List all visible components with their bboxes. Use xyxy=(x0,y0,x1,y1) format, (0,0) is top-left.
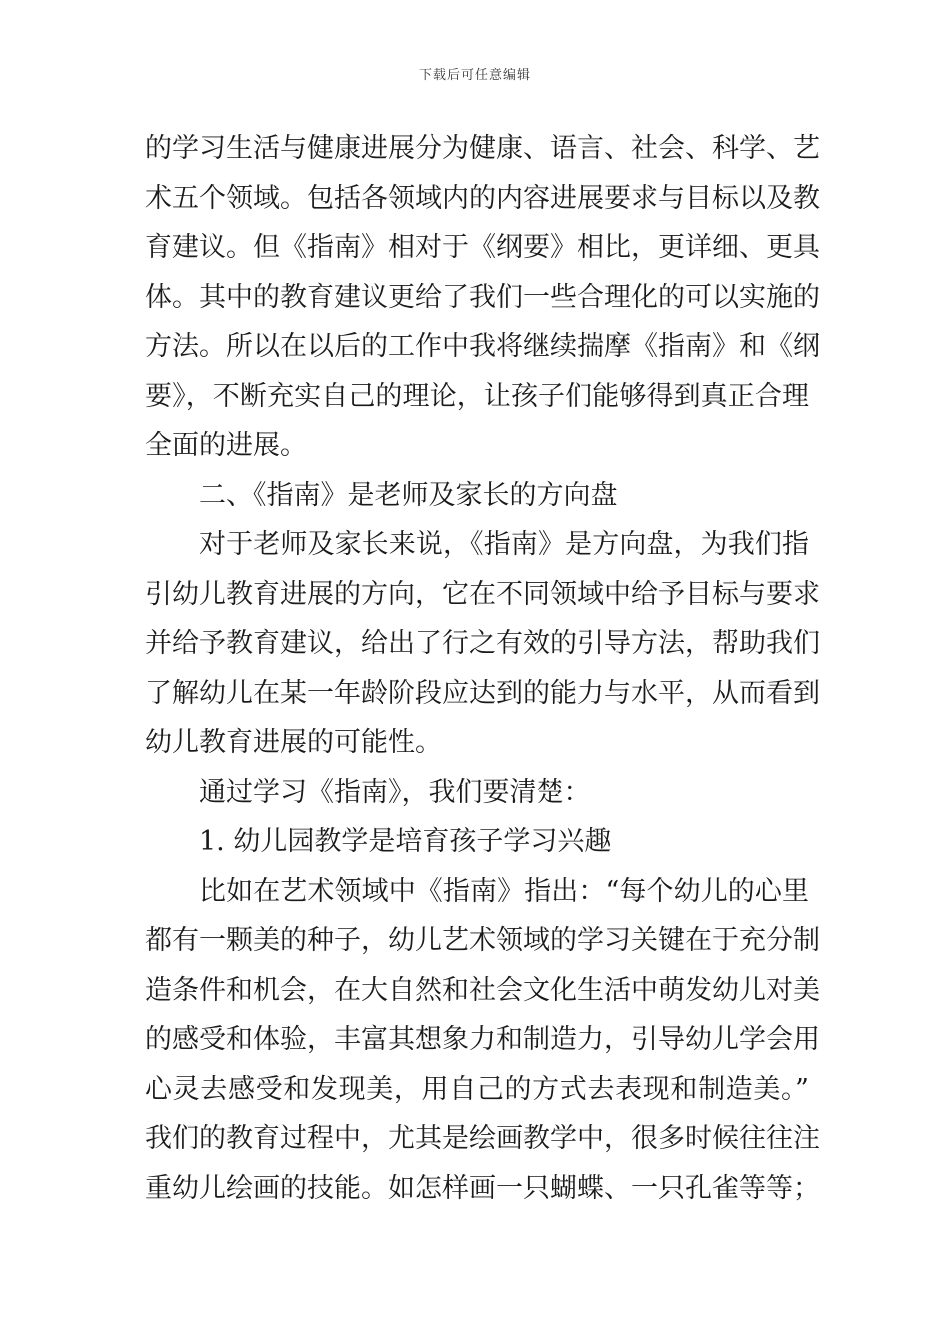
text-line: 我们的教育过程中，尤其是绘画教学中，很多时候往往注 xyxy=(145,1123,820,1154)
document-body xyxy=(145,124,820,1213)
text-line: 重幼儿绘画的技能。如怎样画一只蝴蝶、一只孔雀等等； xyxy=(145,1172,820,1204)
text-line: 比如在艺术领域中《指南》指出：“每个幼儿的心里 xyxy=(199,875,809,907)
text-line: 幼儿教育进展的可能性。 xyxy=(145,727,442,758)
text-line: 术五个领域。包括各领域内的内容进展要求与目标以及教 xyxy=(145,182,820,214)
text-line: 造条件和机会，在大自然和社会文化生活中萌发幼儿对美 xyxy=(145,974,820,1006)
page-header: 下载后可任意编辑 xyxy=(418,68,531,83)
text-line: 二、《指南》是老师及家长的方向盘 xyxy=(199,479,618,511)
text-line: 全面的进展。 xyxy=(145,430,307,461)
text-line: 的学习生活与健康进展分为健康、语言、社会、科学、艺 xyxy=(145,133,820,164)
text-line: 心灵去感受和发现美，用自己的方式去表现和制造美。” xyxy=(145,1073,809,1105)
text-line: 体。其中的教育建议更给了我们一些合理化的可以实施的 xyxy=(145,281,820,313)
text-line: 通过学习《指南》，我们要清楚： xyxy=(199,776,591,808)
text-line: 了解幼儿在某一年龄阶段应达到的能力与水平，从而看到 xyxy=(145,677,820,709)
text-line: 引幼儿教育进展的方向，它在不同领域中给予目标与要求 xyxy=(145,578,820,610)
text-line: 1. 幼儿园教学是培育孩子学习兴趣 xyxy=(199,826,612,857)
text-line: 对于老师及家长来说，《指南》是方向盘，为我们指 xyxy=(199,529,809,560)
text-line: 育建议。但《指南》相对于《纲要》相比，更详细、更具 xyxy=(145,232,820,263)
text-line: 都有一颗美的种子，幼儿艺术领域的学习关键在于充分制 xyxy=(145,925,820,956)
text-line: 要》，不断充实自己的理论，让孩子们能够得到真正合理 xyxy=(145,380,809,412)
text-line: 并给予教育建议，给出了行之有效的引导方法，帮助我们 xyxy=(145,628,820,659)
text-line: 的感受和体验，丰富其想象力和制造力，引导幼儿学会用 xyxy=(145,1024,820,1055)
text-line: 方法。所以在以后的工作中我将继续揣摩《指南》和《纲 xyxy=(145,331,820,362)
